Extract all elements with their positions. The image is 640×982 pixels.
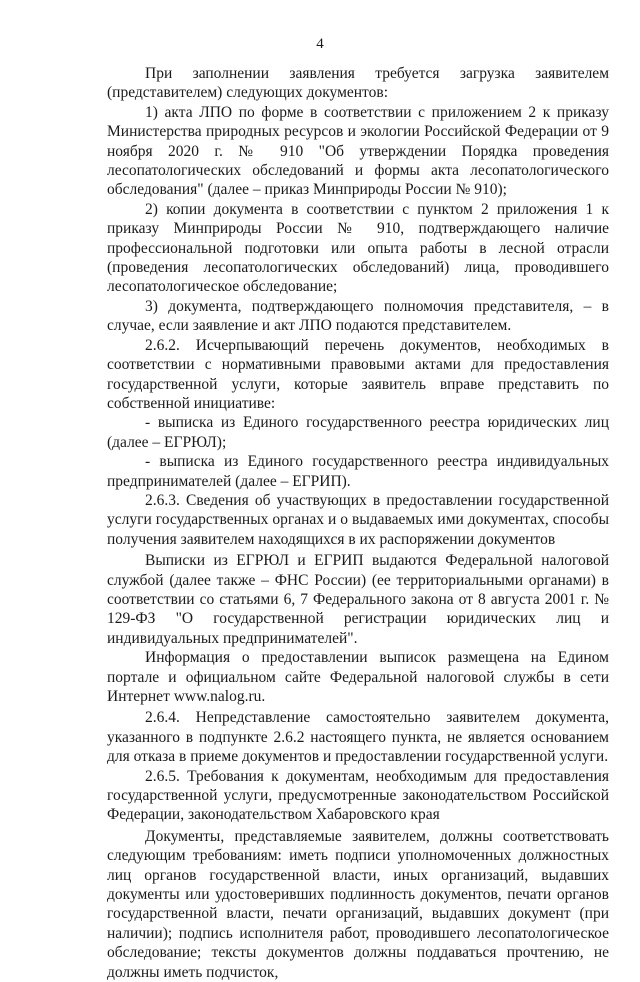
paragraph-item-1: 1) акта ЛПО по форме в соответствии с приложением 2 к приказу Министерства природных ресурсов и экологии Российской Федерации от 9 ноября 2020 г. № 910 "Об утверждении Порядка проведения лесопатологических обследований и формы акта лесопатологического обследования" (далее – приказ Минприроды России № 910); (107, 103, 609, 199)
paragraph-2-6-4: 2.6.4. Непредставление самостоятельно заявителем документа, указанного в подпункте 2.6.2 настоящего пункта, не является основанием для отказа в приеме документов и предоставлении государственной услуги. (107, 709, 609, 766)
paragraph-2-6-5: 2.6.5. Требования к документам, необходимым для предоставления государственной услуги, предусмотренные законодательством Российской Федерации, законодательством Хабаровского края (107, 767, 609, 824)
paragraph-2-6-3: 2.6.3. Сведения об участвующих в предоставлении государственной услуги государственных органах и о выдаваемых ими документах, способы получения заявителем находящихся в их распоряжении документов (107, 491, 609, 548)
document-body (107, 64, 609, 982)
paragraph-egrip: - выписка из Единого государственного реестра индивидуальных предпринимателей (далее – ЕГРИП). (107, 453, 609, 490)
paragraph-extracts: Выписки из ЕГРЮЛ и ЕГРИП выдаются Федеральной налоговой службой (далее также – ФНС России) (ее территориальными органами) в соответствии со статьями 6, 7 Федерального закона от 8 августа 2001 г. № 129-ФЗ "О государственной регистрации юридических лиц и индивидуальных предпринимателей". (107, 552, 609, 647)
paragraph-item-3: 3) документа, подтверждающего полномочия представителя, – в случае, если заявление и акт ЛПО подаются представителем. (107, 297, 609, 335)
page-number: 4 (316, 36, 324, 52)
paragraph-2-6-2: 2.6.2. Исчерпывающий перечень документов, необходимых в соответствии с нормативными правовыми актами для предоставления государственной услуги, которые заявитель вправе представить по собственной инициативе: (107, 336, 609, 412)
paragraph-egrul: - выписка из Единого государственного реестра юридических лиц (далее – ЕГРЮЛ); (107, 414, 609, 451)
paragraph-info: Информация о предоставлении выписок размещена на Едином портале и официальном сайте Федеральной налоговой службы в сети Интернет www.nalog.ru. (107, 649, 609, 705)
paragraph-item-2: 2) копии документа в соответствии с пунктом 2 приложения 1 к приказу Минприроды России № 910, подтверждающего наличие профессиональной подготовки или опыта работы в лесной отрасли (проведения лесопатологических обследований) лица, проводившего лесопатологическое обследование; (107, 200, 609, 296)
paragraph-intro: При заполнении заявления требуется загрузка заявителем (представителем) следующих документов: (107, 65, 609, 102)
paragraph-requirements: Документы, представляемые заявителем, должны соответствовать следующим требованиям: иметь подписи уполномоченных должностных лиц органов государственной власти, иных организаций, выдавших документы или удостоверивших подлинность документов, печати органов государственной власти, печати организаций, выдавших документ (при наличии); подпись исполнителя работ, проводившего лесопатологическое обследование; тексты документов должны поддаваться прочтению, не должны иметь подчисток, (107, 827, 609, 981)
